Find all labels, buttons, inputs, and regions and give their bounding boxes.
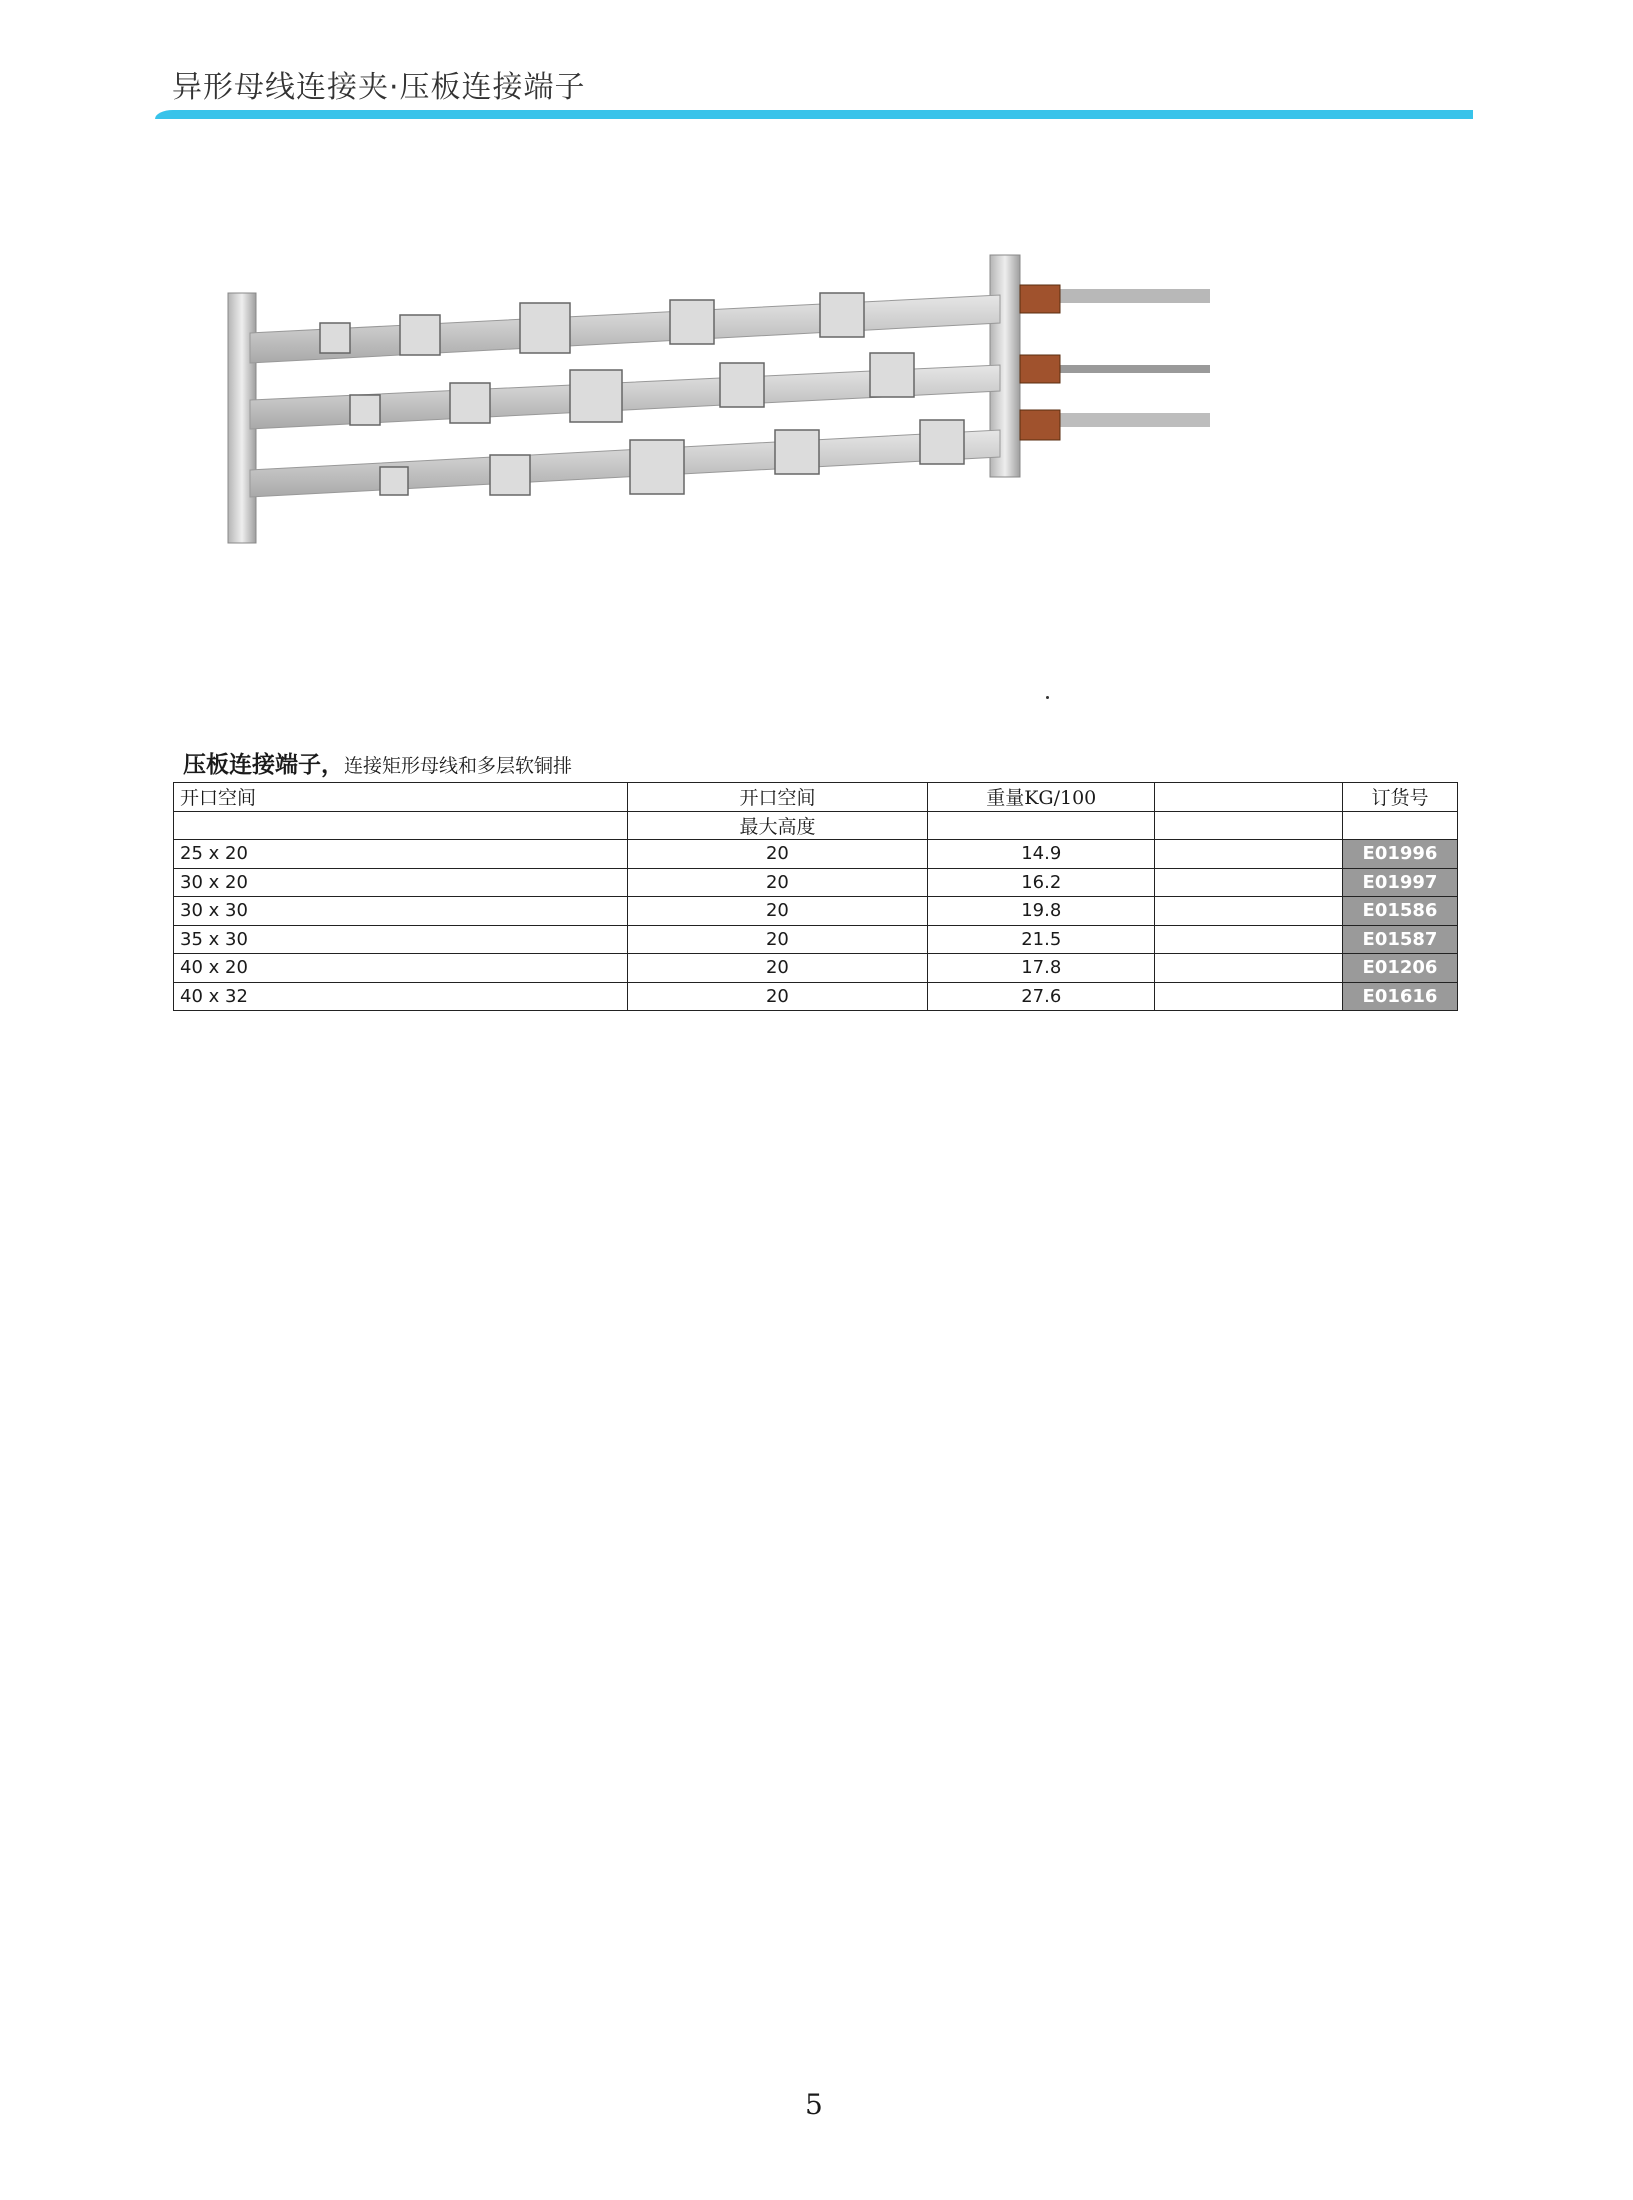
- size-cell: 35 x 30: [174, 925, 628, 954]
- weight-cell: 14.9: [928, 840, 1155, 869]
- order-code-cell: E01586: [1343, 897, 1458, 926]
- size-cell: 30 x 20: [174, 868, 628, 897]
- order-code-cell: E01997: [1343, 868, 1458, 897]
- order-code-cell: E01616: [1343, 982, 1458, 1011]
- max-height-cell: 20: [627, 868, 928, 897]
- header-cell: 开口空间: [627, 783, 928, 812]
- header-cell: 最大高度: [627, 811, 928, 840]
- header-accent-rule: [155, 110, 1473, 119]
- max-height-cell: 20: [627, 925, 928, 954]
- weight-cell: 21.5: [928, 925, 1155, 954]
- header-cell: [174, 811, 628, 840]
- page-number: 5: [805, 2088, 823, 2121]
- weight-cell: 27.6: [928, 982, 1155, 1011]
- max-height-cell: 20: [627, 840, 928, 869]
- section-subtitle: 连接矩形母线和多层软铜排: [344, 755, 573, 777]
- table-header-row: [174, 783, 1458, 812]
- weight-cell: 17.8: [928, 954, 1155, 983]
- header-cell: [928, 811, 1155, 840]
- empty-cell: [1155, 868, 1343, 897]
- table-row: [174, 982, 1458, 1011]
- max-height-cell: 20: [627, 982, 928, 1011]
- size-cell: 30 x 30: [174, 897, 628, 926]
- order-code-cell: E01587: [1343, 925, 1458, 954]
- empty-cell: [1155, 840, 1343, 869]
- max-height-cell: 20: [627, 897, 928, 926]
- section-title: 压板连接端子，: [183, 752, 344, 778]
- weight-cell: 16.2: [928, 868, 1155, 897]
- header-cell: 开口空间: [174, 783, 628, 812]
- table-row: [174, 897, 1458, 926]
- table-header-row: [174, 811, 1458, 840]
- spec-table: [173, 782, 1458, 1011]
- order-code-cell: E01996: [1343, 840, 1458, 869]
- stray-dot: [1046, 696, 1049, 699]
- table-row: [174, 868, 1458, 897]
- header-cell: [1343, 811, 1458, 840]
- size-cell: 40 x 20: [174, 954, 628, 983]
- empty-cell: [1155, 982, 1343, 1011]
- empty-cell: [1155, 897, 1343, 926]
- section-heading: [183, 746, 572, 779]
- header-cell: [1155, 783, 1343, 812]
- empty-cell: [1155, 925, 1343, 954]
- header-cell: 重量KG/100: [928, 783, 1155, 812]
- max-height-cell: 20: [627, 954, 928, 983]
- header-cell: 订货号: [1343, 783, 1458, 812]
- busbar-assembly-photo: [220, 245, 1210, 545]
- table-row: [174, 954, 1458, 983]
- empty-cell: [1155, 954, 1343, 983]
- size-cell: 40 x 32: [174, 982, 628, 1011]
- size-cell: 25 x 20: [174, 840, 628, 869]
- table-row: [174, 840, 1458, 869]
- order-code-cell: E01206: [1343, 954, 1458, 983]
- table-row: [174, 925, 1458, 954]
- header-cell: [1155, 811, 1343, 840]
- weight-cell: 19.8: [928, 897, 1155, 926]
- page-header-title: 异形母线连接夹·压板连接端子: [172, 70, 586, 105]
